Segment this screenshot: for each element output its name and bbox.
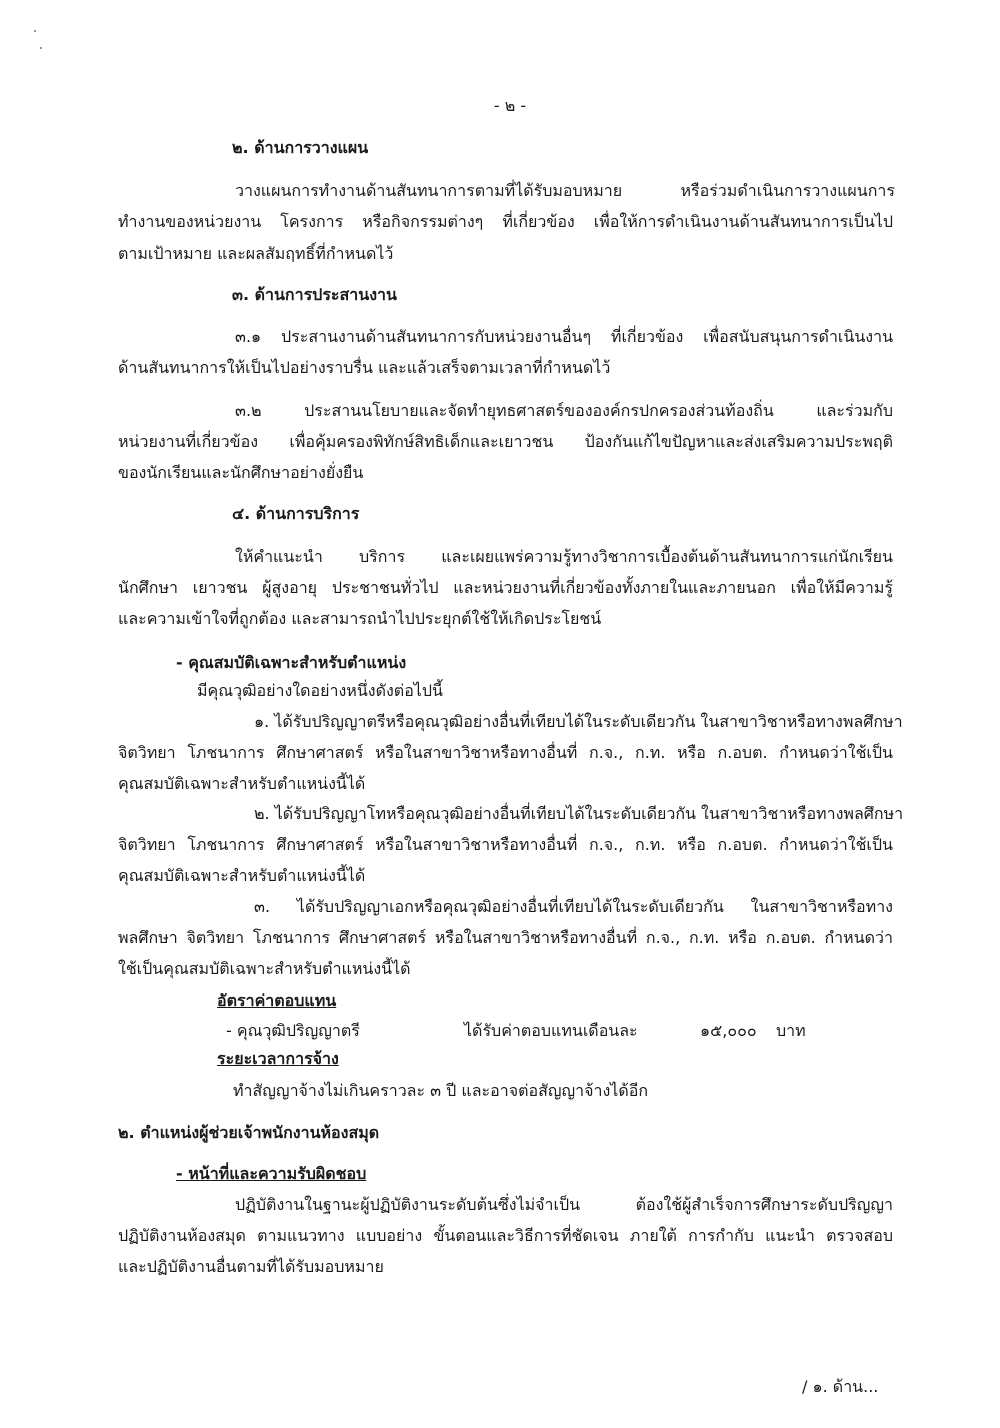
pay-heading: อัตราค่าตอบแทน: [217, 991, 337, 1010]
body-line: ๓.๑ ประสานงานด้านสันทนาการกับหน่วยงานอื่นๆ ที่เกี่ยวข้อง เพื่อสนับสนุนการดำเนินงาน: [235, 327, 893, 346]
qualification-item: คุณสมบัติเฉพาะสำหรับตำแหน่งนี้ได้: [118, 774, 366, 793]
qualification-item: ๒. ได้รับปริญญาโทหรือคุณวุฒิอย่างอื่นที่เทียบได้ในระดับเดียวกัน ในสาขาวิชาหรือทางพลศึกษา: [254, 804, 904, 823]
term-heading: ระยะเวลาการจ้าง: [217, 1049, 339, 1068]
continuation-marker: / ๑. ด้าน...: [802, 1377, 879, 1396]
page-number: - ๒ -: [493, 96, 527, 115]
body-line: และความเข้าใจที่ถูกต้อง และสามารถนำไปประยุกต์ใช้ให้เกิดประโยชน์: [118, 609, 602, 628]
pay-label: - คุณวุฒิปริญญาตรี: [226, 1021, 360, 1040]
qualification-item: พลศึกษา จิตวิทยา โภชนาการ ศึกษาศาสตร์ หรือในสาขาวิชาหรือทางอื่นที่ ก.จ., ก.ท. หรือ ก.อบต. กำหนดว่า: [118, 928, 893, 947]
qualification-intro: มีคุณวุฒิอย่างใดอย่างหนึ่งดังต่อไปนี้: [197, 681, 443, 700]
scan-speck: [40, 47, 42, 49]
position-heading: ๒. ตำแหน่งผู้ช่วยเจ้าพนักงานห้องสมุด: [118, 1123, 380, 1142]
section-heading-coordination: ๓. ด้านการประสานงาน: [232, 285, 397, 304]
duty-heading: - หน้าที่และความรับผิดชอบ: [176, 1164, 367, 1183]
body-line: ปฏิบัติงานในฐานะผู้ปฏิบัติงานระดับต้นซึ่งไม่จำเป็น ต้องใช้ผู้สำเร็จการศึกษาระดับปริญญา: [235, 1195, 893, 1214]
qualification-heading: - คุณสมบัติเฉพาะสำหรับตำแหน่ง: [176, 653, 407, 672]
body-line: วางแผนการทำงานด้านสันทนาการตามที่ได้รับมอบหมาย หรือร่วมดำเนินการวางแผนการ: [235, 181, 895, 200]
scan-speck: [34, 30, 36, 32]
body-line: นักศึกษา เยาวชน ผู้สูงอายุ ประชาชนทั่วไป และหน่วยงานที่เกี่ยวข้องทั้งภายในและภายนอก เพื่อให้มีความรู้: [118, 578, 893, 597]
qualification-item: ใช้เป็นคุณสมบัติเฉพาะสำหรับตำแหน่งนี้ได้: [118, 959, 411, 978]
body-line: ทำงานของหน่วยงาน โครงการ หรือกิจกรรมต่างๆ ที่เกี่ยวข้อง เพื่อให้การดำเนินงานด้านสันทนาการเป็นไป: [118, 212, 893, 231]
pay-amount: ๑๕,๐๐๐: [700, 1021, 757, 1040]
body-line: ๓.๒ ประสานนโยบายและจัดทำยุทธศาสตร์ขององค์กรปกครองส่วนท้องถิ่น และร่วมกับ: [235, 401, 893, 420]
body-line: ให้คำแนะนำ บริการ และเผยแพร่ความรู้ทางวิชาการเบื้องต้นด้านสันทนาการแก่นักเรียน: [235, 547, 893, 566]
term-text: ทำสัญญาจ้างไม่เกินคราวละ ๓ ปี และอาจต่อสัญญาจ้างได้อีก: [233, 1081, 649, 1100]
pay-description: ได้รับค่าตอบแทนเดือนละ: [464, 1021, 638, 1040]
section-heading-service: ๔. ด้านการบริการ: [232, 504, 360, 523]
qualification-item: จิตวิทยา โภชนาการ ศึกษาศาสตร์ หรือในสาขาวิชาหรือทางอื่นที่ ก.จ., ก.ท. หรือ ก.อบต. กำหนดว่าใช้เป็น: [118, 835, 893, 854]
body-line: ตามเป้าหมาย และผลสัมฤทธิ์ที่กำหนดไว้: [118, 244, 394, 263]
body-line: หน่วยงานที่เกี่ยวข้อง เพื่อคุ้มครองพิทักษ์สิทธิเด็กและเยาวชน ป้องกันแก้ไขปัญหาและส่งเสริมความประพฤติ: [118, 432, 893, 451]
section-heading-planning: ๒. ด้านการวางแผน: [232, 138, 369, 157]
qualification-item: ๓. ได้รับปริญญาเอกหรือคุณวุฒิอย่างอื่นที่เทียบได้ในระดับเดียวกัน ในสาขาวิชาหรือทาง: [254, 897, 893, 916]
pay-unit: บาท: [776, 1021, 806, 1040]
body-line: ด้านสันทนาการให้เป็นไปอย่างราบรื่น และแล้วเสร็จตามเวลาที่กำหนดไว้: [118, 358, 611, 377]
qualification-item: คุณสมบัติเฉพาะสำหรับตำแหน่งนี้ได้: [118, 866, 366, 885]
qualification-item: จิตวิทยา โภชนาการ ศึกษาศาสตร์ หรือในสาขาวิชาหรือทางอื่นที่ ก.จ., ก.ท. หรือ ก.อบต. กำหนดว่าใช้เป็น: [118, 743, 893, 762]
body-line: ปฏิบัติงานห้องสมุด ตามแนวทาง แบบอย่าง ขั้นตอนและวิธีการที่ชัดเจน ภายใต้ การกำกับ แนะนำ ตรวจสอบ: [118, 1226, 893, 1245]
body-line: ของนักเรียนและนักศึกษาอย่างยั่งยืน: [118, 463, 364, 482]
body-line: และปฏิบัติงานอื่นตามที่ได้รับมอบหมาย: [118, 1257, 384, 1276]
qualification-item: ๑. ได้รับปริญญาตรีหรือคุณวุฒิอย่างอื่นที่เทียบได้ในระดับเดียวกัน ในสาขาวิชาหรือทางพลศึกษา: [254, 712, 903, 731]
